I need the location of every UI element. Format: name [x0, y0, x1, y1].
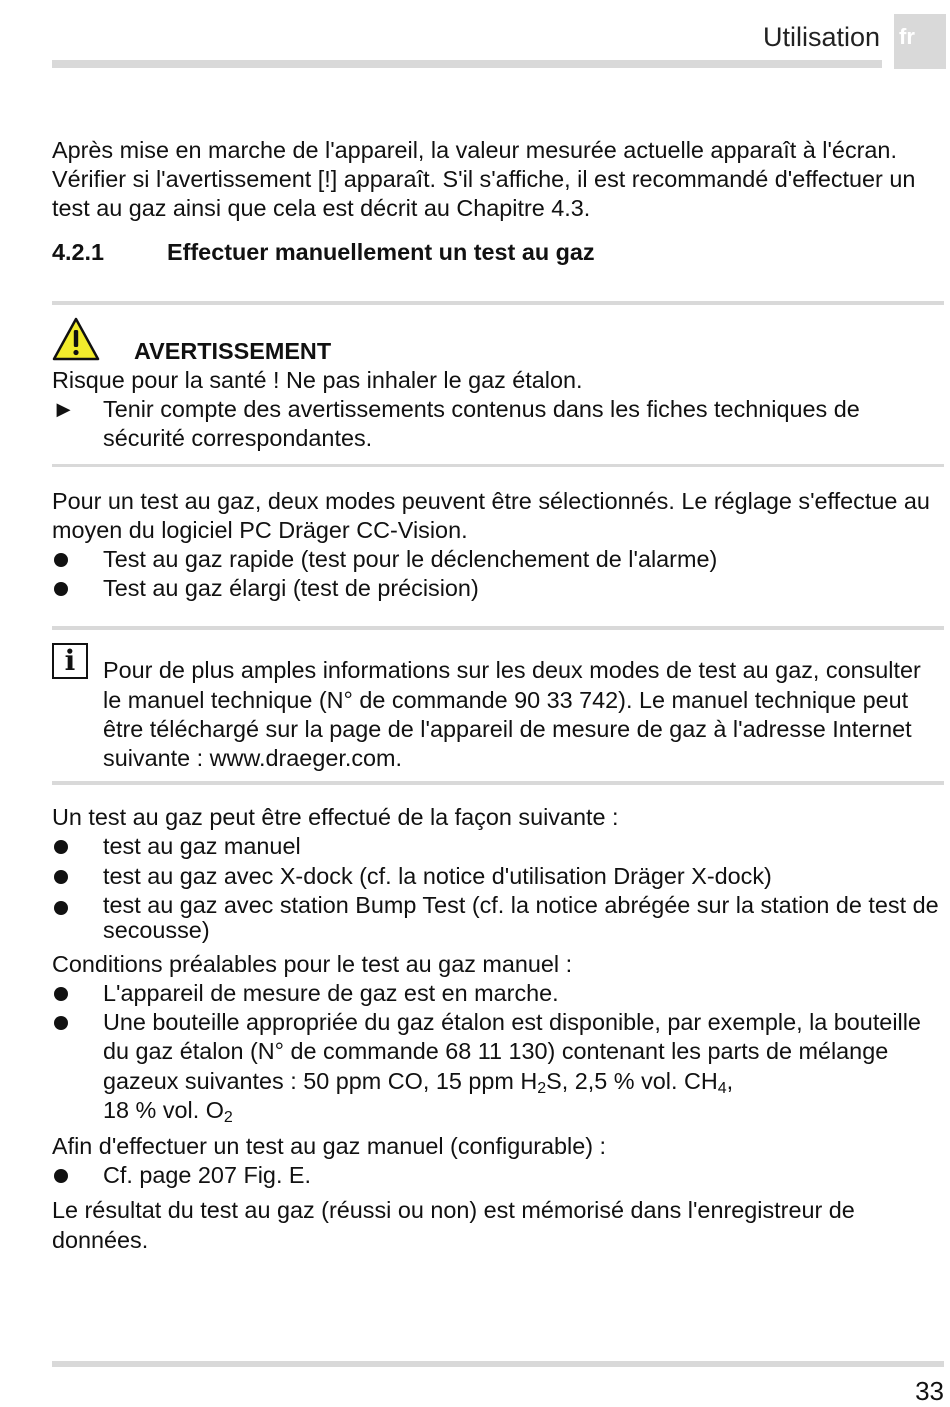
bullet-icon: [54, 901, 68, 915]
info-top-rule: [52, 626, 944, 630]
warning-text: Risque pour la santé ! Ne pas inhaler le gaz étalon.: [52, 367, 583, 394]
list-item-text: L'appareil de mesure de gaz est en marche.: [103, 980, 559, 1007]
list-item-text: Test au gaz élargi (test de précision): [103, 575, 479, 602]
section-heading: [52, 238, 944, 267]
warning-bottom-rule: [52, 464, 944, 467]
section-title: Effectuer manuellement un test au gaz: [167, 238, 595, 265]
list-item: [52, 862, 944, 891]
warning-title: AVERTISSEMENT: [134, 337, 332, 364]
list-item-text: test au gaz avec X-dock (cf. la notice d'utilisation Dräger X-dock): [103, 862, 772, 889]
warning-top-rule: [52, 301, 944, 305]
list-item: [52, 1008, 944, 1125]
list-item: [52, 832, 944, 861]
bullet-icon: [54, 553, 68, 567]
bullet-icon: [54, 840, 68, 854]
section-number: 4.2.1: [52, 238, 105, 265]
intro-paragraph-2: Vérifier si l'avertissement [!] apparaît. S'il s'affiche, il est recommandé d'effectuer un test au gaz ainsi que cela est décrit au Chapitre 4.3.: [52, 166, 916, 222]
list-item-text: Test au gaz rapide (test pour le déclenchement de l'alarme): [103, 546, 718, 573]
footer-rule: [52, 1361, 944, 1367]
list-item-text: test au gaz manuel: [103, 833, 301, 860]
warning-triangle-icon: [52, 317, 100, 361]
modes-intro: Pour un test au gaz, deux modes peuvent être sélectionnés. Le réglage s'effectue au moyen du logiciel PC Dräger CC-Vision.: [52, 487, 930, 543]
page-content: [52, 136, 944, 1255]
list-item-text: Une bouteille appropriée du gaz étalon est disponible, par exemple, la bouteille du gaz étalon (N° de commande 68 11 130) contenant les parts de mélange gazeux suivantes : 50 ppm CO, 15 ppm $H_2S$, 2,5 % vol. $CH_4$, 18 % vol. $O_2$: [103, 1009, 921, 1126]
intro-paragraph-1: Après mise en marche de l'appareil, la valeur mesurée actuelle apparaît à l'écran.: [52, 137, 897, 163]
info-box: [52, 640, 944, 773]
conditions-intro: Conditions préalables pour le test au gaz manuel :: [52, 950, 573, 977]
warning-box: [52, 317, 944, 454]
action-arrow-icon: ►: [52, 396, 76, 423]
warning-action: [52, 395, 944, 453]
info-icon: i: [52, 643, 88, 679]
procedure-intro: Afin d'effectuer un test au gaz manuel (configurable) :: [52, 1133, 607, 1160]
page-number: 33: [915, 1376, 944, 1406]
language-tab: fr: [894, 14, 946, 69]
list-item: [52, 979, 944, 1008]
bullet-icon: [54, 582, 68, 596]
list-item-text: Cf. page 207 Fig. E.: [103, 1162, 312, 1189]
header-rule: [52, 60, 882, 68]
methods-intro: Un test au gaz peut être effectué de la façon suivante :: [52, 804, 619, 831]
warning-action-text: Tenir compte des avertissements contenus dans les fiches techniques de sécurité correspondantes.: [103, 396, 860, 452]
bullet-icon: [54, 1169, 68, 1183]
list-item: [52, 574, 944, 603]
list-item: [52, 545, 944, 574]
info-text: Pour de plus amples informations sur les deux modes de test au gaz, consulter le manuel technique (N° de commande 90 33 742). Le manuel technique peut être téléchargé sur la page de l'appareil de mesure de gaz à l'adresse Internet suivante : www.draeger.com.: [103, 657, 921, 772]
list-item: [52, 1161, 944, 1190]
section-header-title: Utilisation: [762, 22, 880, 52]
list-item: [52, 893, 944, 943]
bullet-icon: [54, 870, 68, 884]
info-bottom-rule: [52, 781, 944, 785]
bullet-icon: [54, 1016, 68, 1030]
result-paragraph: Le résultat du test au gaz (réussi ou non) est mémorisé dans l'enregistreur de données.: [52, 1197, 855, 1253]
bullet-icon: [54, 987, 68, 1001]
list-item-text: test au gaz avec station Bump Test (cf. la notice abrégée sur la station de test de secousse): [103, 891, 939, 943]
